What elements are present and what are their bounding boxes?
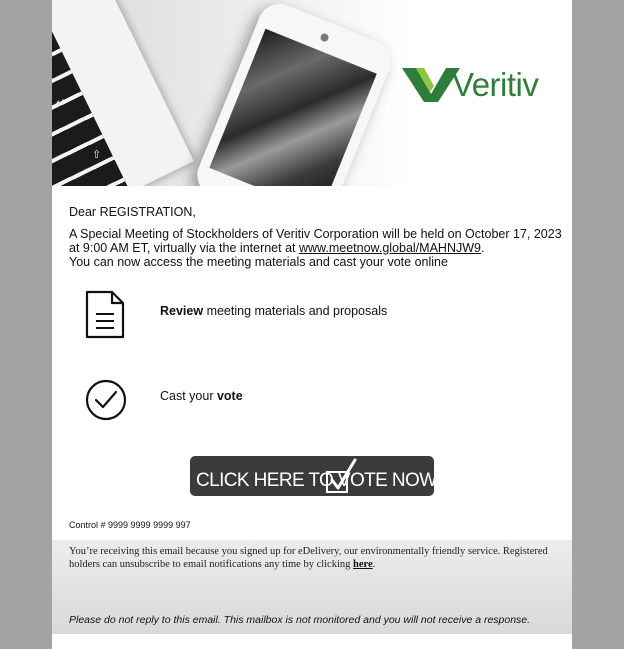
intro-text: [69, 227, 569, 269]
footer-notice-text: You’re receiving this email because you signed up for eDelivery, our environmentally friendly service. Registered holders can unsubscribe to email notifications any time by clicking: [69, 546, 548, 570]
review-action-row: [84, 288, 544, 338]
document-icon: [84, 290, 126, 340]
vote-action-rest: Cast your: [160, 389, 217, 403]
veritiv-logo-text: Veritiv: [452, 66, 539, 103]
review-action-bold: Review: [160, 304, 204, 318]
footer-notice: [69, 545, 559, 571]
smartphone-image: [191, 0, 398, 186]
veritiv-logo: [402, 64, 562, 106]
no-reply-notice: Please do not reply to this email. This mailbox is not monitored and you will not receive a response.: [69, 614, 531, 626]
greeting: Dear REGISTRATION,: [69, 205, 196, 219]
phone-camera: [319, 32, 329, 42]
hero-banner: [52, 0, 572, 186]
meeting-link[interactable]: www.meetnow.global/MAHNJW9: [298, 241, 481, 255]
control-number: Control # 9999 9999 9999 997: [69, 520, 191, 530]
email-body: [52, 0, 572, 649]
keycap-shift-icon: ⇧: [92, 148, 102, 161]
checkmark-circle-icon: [84, 378, 128, 422]
vote-label-after: OTE NOW: [349, 470, 437, 491]
vote-label-before: CLICK HERE TO: [196, 470, 338, 491]
review-action-text: [160, 304, 387, 318]
footer: [52, 540, 572, 634]
footer-notice-end: .: [372, 559, 376, 570]
vote-checkbox-icon: [324, 458, 358, 494]
vote-now-button-label: [196, 470, 437, 492]
vote-now-button[interactable]: [190, 456, 437, 496]
review-action-rest: meeting materials and proposals: [203, 304, 388, 318]
unsubscribe-link[interactable]: here: [353, 559, 373, 570]
intro-line1-end: .: [481, 241, 485, 255]
vote-action-text: [160, 389, 243, 403]
vote-action-row: [84, 376, 544, 426]
vote-action-bold: vote: [216, 389, 243, 403]
keycap-arrow-icon: ↵: [56, 96, 66, 109]
intro-line2: You can now access the meeting materials and cast your vote online: [69, 255, 448, 269]
vote-label-letter: V: [337, 470, 350, 491]
intro-line1: A Special Meeting of Stockholders of Veritiv Corporation will be held on October 17, 2023 at 9:00 AM ET, virtually via the internet at: [69, 227, 562, 255]
phone-screen: [209, 29, 376, 186]
